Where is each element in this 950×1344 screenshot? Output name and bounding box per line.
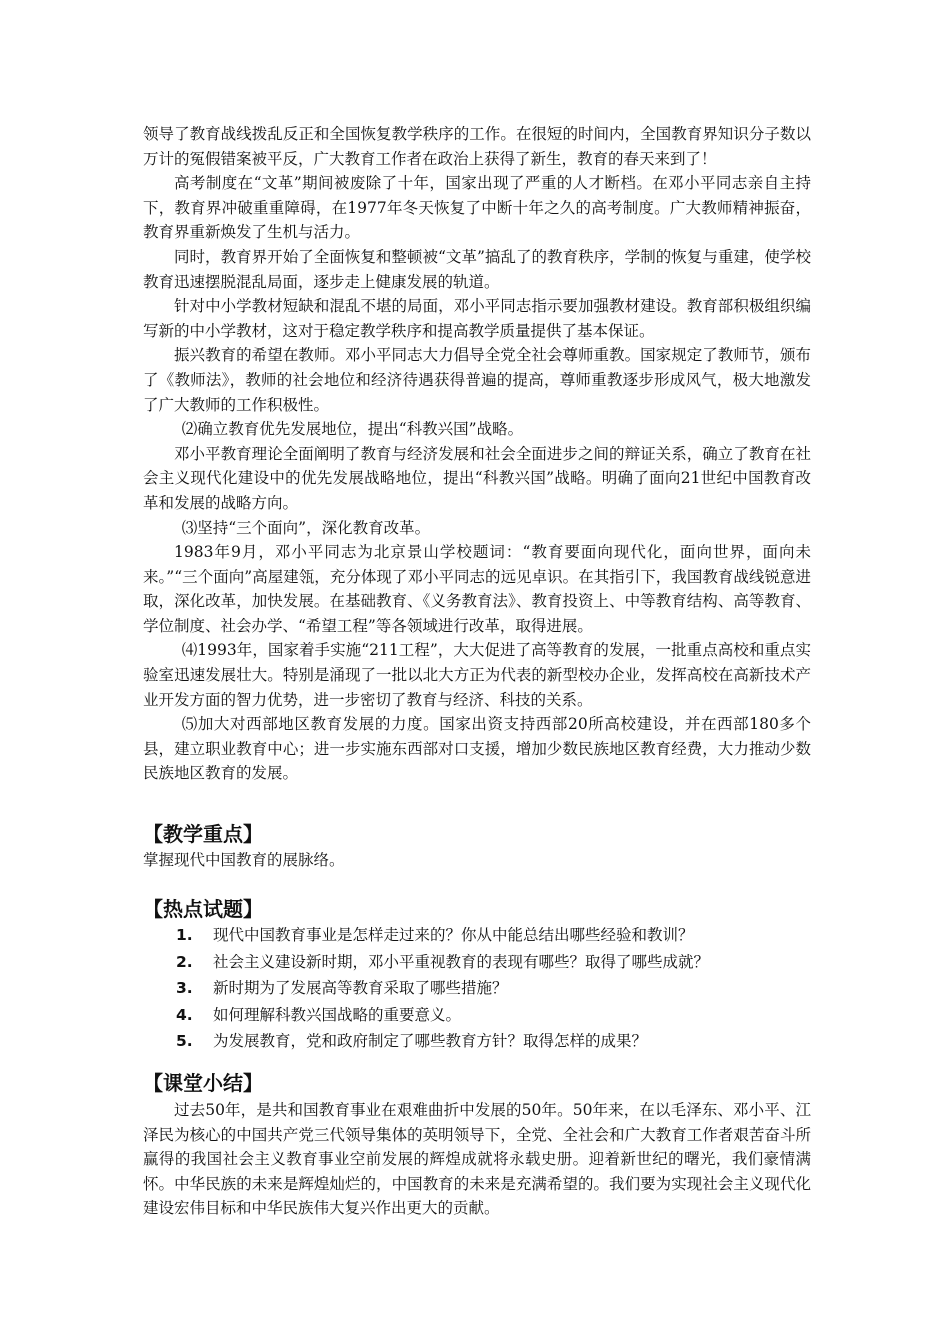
item-text: 新时期为了发展高等教育采取了哪些措施？ bbox=[213, 979, 508, 997]
item-number: 4. bbox=[176, 1005, 193, 1024]
summary-text: 过去50年，是共和国教育事业在艰难曲折中发展的50年。50年来，在以毛泽东、邓小平、江泽民为核心的中国共产党三代领导集体的英明领导下，全党、全社会和广大教育工作者艰苦奋斗所赢得的我国社会主义教育事业空前发展的辉煌成就将永载史册。迎着新世纪的曙光，我们豪情满怀。中华民族的未来是辉煌灿烂的，中国教育的未来是充满希望的。我们要为实现社会主义现代化建设宏伟目标和中华民族伟大复兴作出更大的贡献。 bbox=[143, 1101, 811, 1218]
intro-section bbox=[143, 122, 811, 786]
paragraph: 高考制度在“文革”期间被废除了十年，国家出现了严重的人才断档。在邓小平同志亲自主持下，教育界冲破重重障碍，在1977年冬天恢复了中断十年之久的高考制度。广大教师精神振奋，教育界重新焕发了生机与活力。 bbox=[143, 174, 811, 242]
subsection-title: ⑵确立教育优先发展地位，提出“科教兴国”战略。 bbox=[181, 420, 524, 439]
paragraph: 领导了教育战线拨乱反正和全国恢复教学秩序的工作。在很短的时间内，全国教育界知识分子数以万计的冤假错案被平反，广大教育工作者在政治上获得了新生，教育的春天来到了！ bbox=[143, 125, 811, 168]
key-points-heading: 【教学重点】 bbox=[143, 822, 263, 846]
list-item bbox=[143, 922, 811, 949]
paragraph: ⑸加大对西部地区教育发展的力度。国家出资支持西部20所高校建设，并在西部180多个县，建立职业教育中心；进一步实施东西部对口支援，增加少数民族地区教育经费，大力推动少数民族地区教育的发展。 bbox=[143, 715, 811, 783]
item-number: 2. bbox=[176, 952, 193, 971]
subsection-title: ⑶坚持“三个面向”，深化教育改革。 bbox=[181, 518, 431, 537]
paragraph: 邓小平教育理论全面阐明了教育与经济发展和社会全面进步之间的辩证关系，确立了教育在社会主义现代化建设中的优先发展战略地位，提出“科教兴国”战略。明确了面向21世纪中国教育改革和发展的战略方向。 bbox=[143, 444, 811, 512]
hot-questions-heading: 【热点试题】 bbox=[143, 897, 263, 921]
item-text: 社会主义建设新时期，邓小平重视教育的表现有哪些？取得了哪些成就？ bbox=[213, 952, 710, 971]
paragraph: 针对中小学教材短缺和混乱不堪的局面，邓小平同志指示要加强教材建设。教育部积极组织编写新的中小学教材，这对于稳定教学秩序和提高教学质量提供了基本保证。 bbox=[143, 297, 811, 340]
item-number: 5. bbox=[176, 1032, 193, 1050]
key-points-text: 掌握现代中国教育的展脉络。 bbox=[143, 851, 345, 869]
paragraph: 1983年9月，邓小平同志为北京景山学校题词：“教育要面向现代化，面向世界，面向未来。”“三个面向”高屋建瓴，充分体现了邓小平同志的远见卓识。在其指引下，我国教育战线锐意进取，深化改革，加快发展。在基础教育、《义务教育法》、教育投资上、中等教育结构、高等教育、学位制度、社会办学、“希望工程”等各领域进行改革，取得进展。 bbox=[143, 543, 811, 635]
paragraph: ⑷1993年，国家着手实施“211工程”，大大促进了高等教育的发展，一批重点高校和重点实验室迅速发展壮大。特别是涌现了一批以北大方正为代表的新型校办企业，发挥高校在高新技术产业开发方面的智力优势，进一步密切了教育与经济、科技的关系。 bbox=[143, 641, 811, 709]
list-item bbox=[143, 975, 811, 1002]
paragraph: 振兴教育的希望在教师。邓小平同志大力倡导全党全社会尊师重教。国家规定了教师节，颁布了《教师法》，教师的社会地位和经济待遇获得普遍的提高，尊师重教逐步形成风气，极大地激发了广大教师的工作积极性。 bbox=[143, 346, 811, 414]
list-item bbox=[143, 1028, 811, 1055]
paragraph: 同时，教育界开始了全面恢复和整顿被“文革”搞乱了的教育秩序，学制的恢复与重建，使学校教育迅速摆脱混乱局面，逐步走上健康发展的轨道。 bbox=[143, 247, 811, 291]
item-number: 1. bbox=[176, 926, 193, 944]
item-text: 如何理解科教兴国战略的重要意义。 bbox=[213, 1005, 462, 1024]
summary-heading: 【课堂小结】 bbox=[143, 1071, 263, 1095]
item-text: 为发展教育，党和政府制定了哪些教育方针？取得怎样的成果？ bbox=[213, 1032, 648, 1050]
item-text: 现代中国教育事业是怎样走过来的？你从中能总结出哪些经验和教训？ bbox=[213, 926, 694, 944]
list-item bbox=[143, 1002, 811, 1029]
hot-questions-list bbox=[143, 922, 811, 1055]
item-number: 3. bbox=[176, 979, 193, 997]
list-item bbox=[143, 949, 811, 976]
